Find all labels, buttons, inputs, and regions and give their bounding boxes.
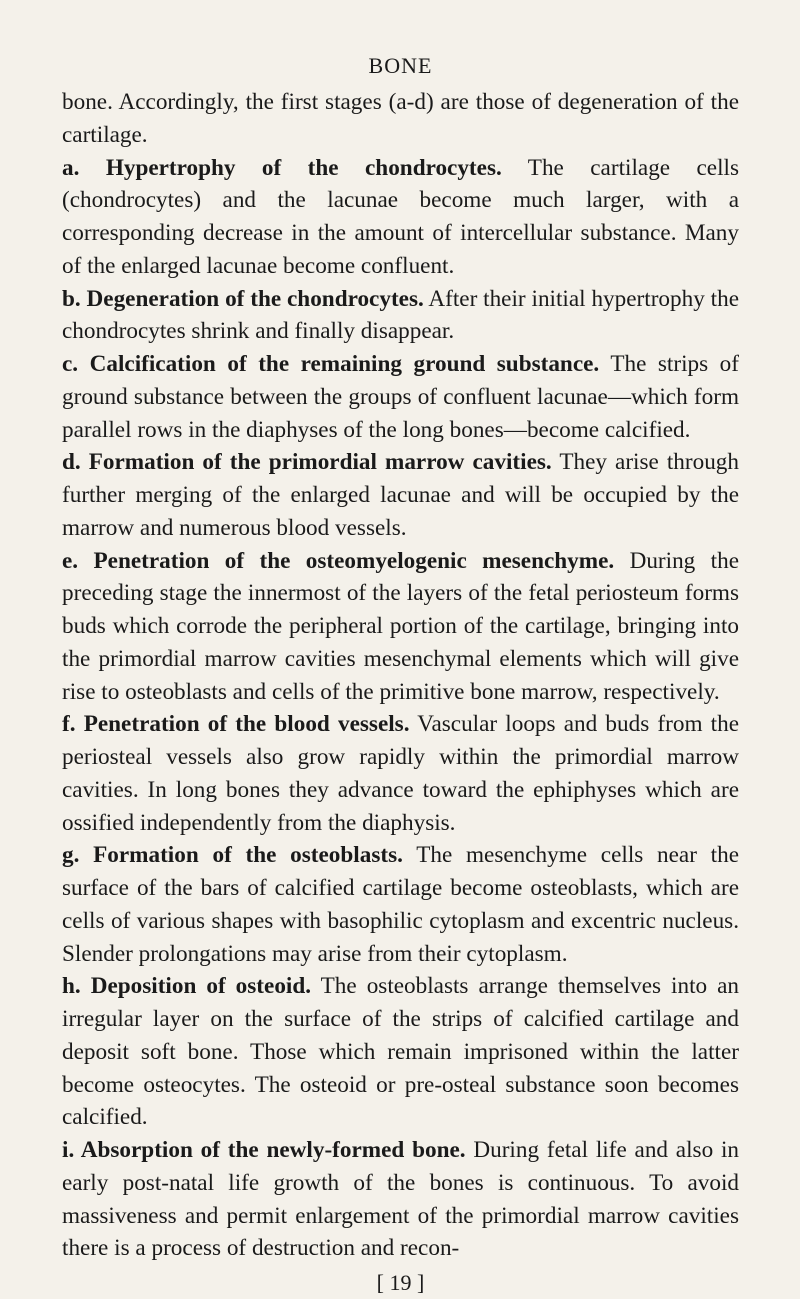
item-text: The osteoblasts arrange themselves into an irregular layer on the surface of the strips of calcified cartilage and deposit soft bone. Those which remain imprisoned within the latter become osteocytes. The osteoid or pre-osteal substance soon becomes calcified. [62,973,739,1131]
item-heading: a. Hypertrophy of the chondrocytes. [62,154,502,181]
item-text: Vascular loops and buds from the periosteal vessels also grow rapidly within the primordial marrow cavities. In long bones they advance toward the ephiphyses which are ossified independently from the diaphysis. [62,711,740,836]
item-b [62,283,739,349]
item-heading: c. Calcification of the remaining ground substance. [62,351,600,377]
item-e [62,545,739,709]
item-heading: h. Deposition of osteoid. [62,973,312,1000]
item-text: During the preceding stage the innermost of the layers of the fetal periosteum forms buds which corrode the peripheral portion of the cartilage, bringing into the primordial marrow cavities mesenchymal elements which will give rise to osteoblasts and cells of the primitive bone marrow, respectively. [62,547,739,705]
item-text: After their initial hypertrophy the chondrocytes shrink and finally disappear. [62,285,739,345]
item-text: The cartilage cells (chondrocytes) and the lacunae become much larger, with a corresponding decrease in the amount of intercellular substance. Many of the enlarged lacunae become confluent. [62,154,739,279]
item-i [62,1134,739,1265]
item-h [62,970,739,1134]
body-text [62,86,739,1265]
item-heading: f. Penetration of the blood vessels. [62,711,410,738]
item-heading: g. Formation of the osteoblasts. [62,842,403,869]
item-heading: i. Absorption of the newly-formed bone. [62,1137,466,1163]
running-head: BONE [368,53,433,78]
item-f [62,708,739,839]
intro-paragraph: bone. Accordingly, the first stages (a-d) are those of degeneration of the cartilage. [62,89,739,148]
item-heading: b. Degeneration of the chondrocytes. [62,285,424,312]
item-a [62,152,739,283]
item-text: During fetal life and also in early post-natal life growth of the bones is continuous. To avoid massiveness and permit enlargement of the primordial marrow cavities there is a process of destruction and recon- [62,1137,739,1262]
item-heading: d. Formation of the primordial marrow cavities. [62,449,552,476]
item-c [62,348,739,446]
item-heading: e. Penetration of the osteomyelogenic mesenchyme. [62,547,615,574]
item-text: The strips of ground substance between the groups of confluent lacunae—which form parallel rows in the diaphyses of the long bones—become calcified. [62,351,739,443]
item-text: The mesenchyme cells near the surface of the bars of calcified cartilage become osteoblasts, which are cells of various shapes with basophilic cytoplasm and excentric nucleus. Slender prolongations may arise from their cytoplasm. [62,842,739,967]
page-number: [ 19 ] [376,1270,425,1295]
book-page [62,46,739,1299]
item-d [62,446,739,544]
item-text: They arise through further merging of the enlarged lacunae and will be occupied by the marrow and numerous blood vessels. [62,449,739,541]
item-g [62,839,739,970]
